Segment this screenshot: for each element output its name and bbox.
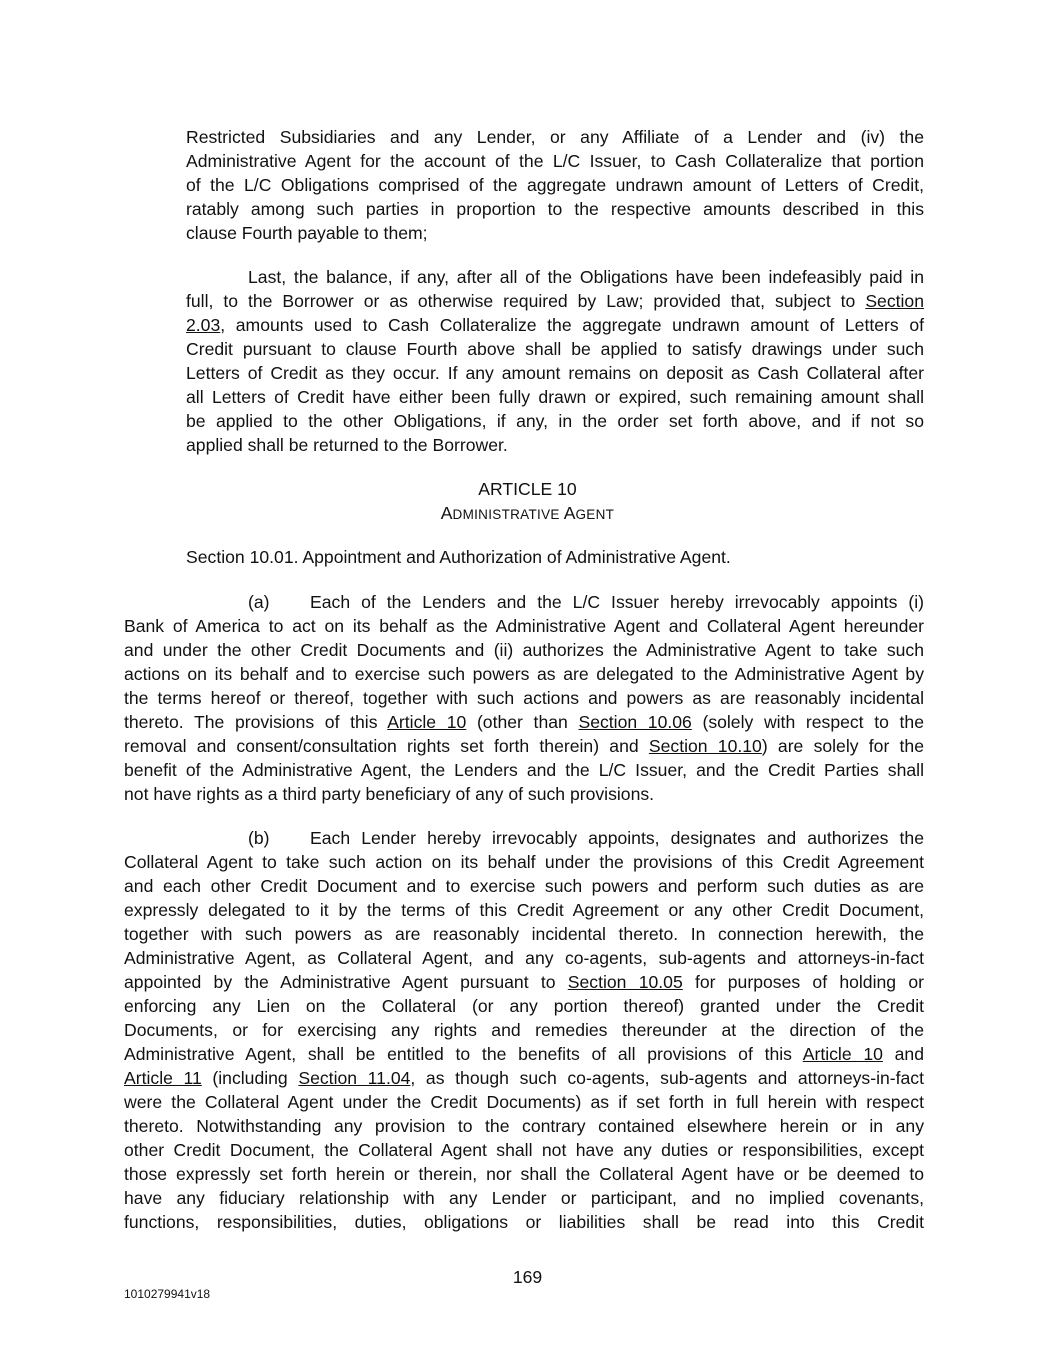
text-line: Collateral Agent to take such action on its behalf under the provisions of this Credit Agreement	[124, 852, 924, 872]
text-line	[186, 313, 924, 337]
text-line: functions, responsibilities, duties, obligations or liabilities shall be read into this Credit	[124, 1212, 924, 1232]
text-line: Administrative Agent, shall be entitled to the benefits of all provisions of this Article 10 and	[124, 1044, 924, 1064]
text-line: and under the other Credit Documents and (ii) authorizes the Administrative Agent to take such	[124, 640, 924, 660]
text-line: expressly delegated to it by the terms of this Credit Agreement or any other Credit Document,	[124, 900, 924, 920]
text-line: were the Collateral Agent under the Credit Documents) as if set forth in full herein with respect	[124, 1092, 924, 1112]
text-run: , amounts used to Cash Collateralize the aggregate undrawn amount of Letters of	[220, 315, 924, 335]
text-line: thereto. The provisions of this Article 10 (other than Section 10.06 (solely with respect to the	[124, 712, 924, 732]
text-line: ratably among such parties in proportion to the respective amounts described in this	[186, 199, 924, 219]
section-heading: Section 10.01. Appointment and Authorization of Administrative Agent.	[186, 547, 731, 567]
text-line: other Credit Document, the Collateral Agent shall not have any duties or responsibilities, except	[124, 1140, 924, 1160]
section-link[interactable]: Section 10.05	[567, 972, 683, 992]
text-line: Documents, or for exercising any rights and remedies thereunder at the direction of the	[124, 1020, 924, 1040]
text-line: have any fiduciary relationship with any Lender or participant, and no implied covenants,	[124, 1188, 924, 1208]
article-link[interactable]: Article 10	[387, 712, 467, 732]
section-link[interactable]: 2.03	[186, 315, 221, 335]
text-line: Restricted Subsidiaries and any Lender, or any Affiliate of a Lender and (iv) the	[186, 127, 924, 147]
text-line: Administrative Agent for the account of the L/C Issuer, to Cash Collateralize that portion	[186, 151, 924, 171]
text-line: enforcing any Lien on the Collateral (or any portion thereof) granted under the Credit	[124, 996, 924, 1016]
text-line: removal and consent/consultation rights set forth therein) and Section 10.10) are solely for the	[124, 736, 924, 756]
text-line: Administrative Agent, as Collateral Agent, and any co-agents, sub-agents and attorneys-in-fact	[124, 948, 924, 968]
text-line: and each other Credit Document and to exercise such powers and perform such duties as are	[124, 876, 924, 896]
text-line: the terms hereof or thereof, together with such actions and powers as are reasonably incidental	[124, 688, 924, 708]
text-line: Article 11 (including Section 11.04, as though such co-agents, sub-agents and attorneys-in-fact	[124, 1068, 924, 1088]
text-line: applied shall be returned to the Borrower.	[186, 435, 508, 455]
para-label: (a)	[248, 592, 270, 612]
text-line: together with such powers as are reasonably incidental thereto. In connection herewith, the	[124, 924, 924, 944]
text-line: appointed by the Administrative Agent pursuant to Section 10.05 for purposes of holding or	[124, 972, 924, 992]
section-link[interactable]: Section 11.04	[298, 1068, 411, 1088]
text-line	[186, 289, 924, 313]
section-link[interactable]: Section 10.10	[648, 736, 762, 756]
section-link[interactable]: Section	[865, 291, 924, 311]
article-subtitle: ADMINISTRATIVE AGENT	[440, 503, 615, 523]
para-label: (b)	[248, 828, 270, 848]
document-id: 1010279941v18	[124, 1287, 211, 1301]
text-line: Letters of Credit as they occur. If any amount remains on deposit as Cash Collateral after	[186, 363, 924, 383]
section-link[interactable]: Section 10.06	[578, 712, 692, 732]
text-line: not have rights as a third party beneficiary of any of such provisions.	[124, 784, 655, 804]
article-link[interactable]: Article 10	[802, 1044, 883, 1064]
text-line: all Letters of Credit have either been fully drawn or expired, such remaining amount shall	[186, 387, 924, 407]
text-line: Each of the Lenders and the L/C Issuer hereby irrevocably appoints (i)	[310, 592, 924, 612]
text-line: Each Lender hereby irrevocably appoints, designates and authorizes the	[310, 828, 924, 848]
article-heading: ARTICLE 10	[478, 479, 577, 499]
page-number: 169	[512, 1267, 543, 1287]
text-line: clause Fourth payable to them;	[186, 223, 428, 243]
text-run: full, to the Borrower or as otherwise required by Law; provided that, subject to	[186, 291, 866, 311]
text-line: thereto. Notwithstanding any provision to the contrary contained elsewhere herein or in any	[124, 1116, 924, 1136]
text-line: Bank of America to act on its behalf as the Administrative Agent and Collateral Agent hereunder	[124, 616, 924, 636]
text-line: Last, the balance, if any, after all of the Obligations have been indefeasibly paid in	[248, 267, 924, 287]
text-line: actions on its behalf and to exercise such powers as are delegated to the Administrative Agent by	[124, 664, 924, 684]
text-line: of the L/C Obligations comprised of the aggregate undrawn amount of Letters of Credit,	[186, 175, 924, 195]
text-line: be applied to the other Obligations, if any, in the order set forth above, and if not so	[186, 411, 924, 431]
text-line: Credit pursuant to clause Fourth above shall be applied to satisfy drawings under such	[186, 339, 924, 359]
text-line: benefit of the Administrative Agent, the Lenders and the L/C Issuer, and the Credit Parties shall	[124, 760, 924, 780]
article-link[interactable]: Article 11	[124, 1068, 202, 1088]
text-line: those expressly set forth herein or therein, nor shall the Collateral Agent have or be deemed to	[124, 1164, 924, 1184]
